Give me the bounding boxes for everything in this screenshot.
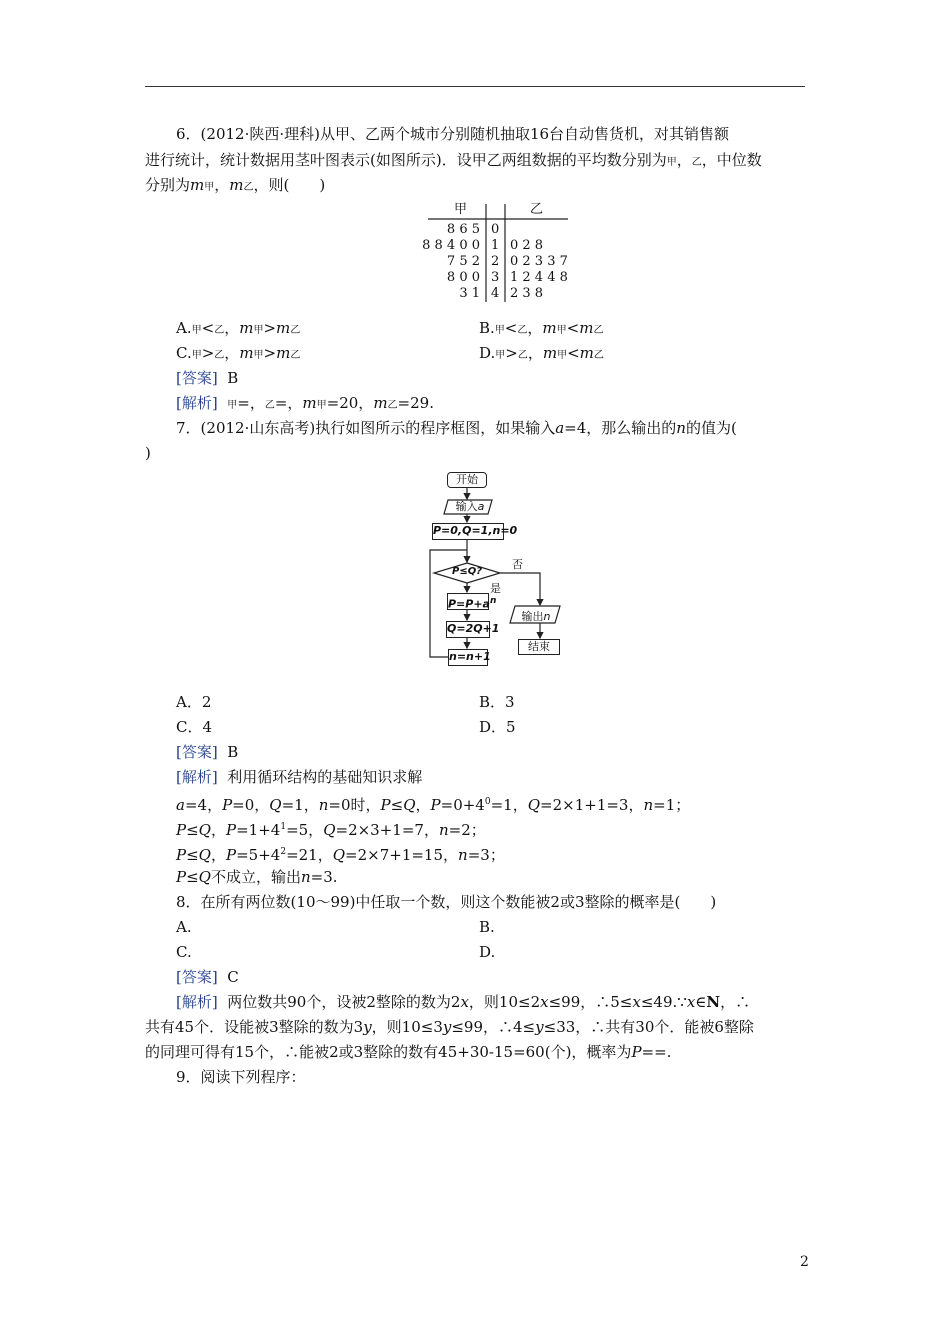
flowchart-no-label: 否 — [512, 558, 523, 571]
q6-line3: 分别为m甲，m乙，则( ) — [145, 176, 326, 194]
q8-option-b[interactable]: B. — [479, 918, 495, 936]
header-rule — [145, 86, 805, 87]
q6-analysis: [解析] 甲=，乙=，m甲=20，m乙=29. — [176, 394, 434, 412]
q7-analysis: [解析] 利用循环结构的基础知识求解 — [176, 768, 423, 786]
stem-value: 1 — [491, 238, 500, 253]
q8-option-d[interactable]: D. — [479, 943, 496, 961]
q9-line1: 9．阅读下列程序： — [176, 1068, 306, 1086]
flowchart-p-update: $P=P+a^n$ — [447, 593, 489, 610]
stem-leaf-plot — [400, 200, 580, 304]
stem-leaf-right: 0 2 3 3 7 — [510, 254, 568, 269]
q7-option-a[interactable]: A．2 — [176, 693, 212, 711]
stem-value: 3 — [491, 270, 500, 285]
flowchart-input: 输入a — [455, 500, 485, 513]
flowchart-n-update: n=n+1 — [448, 649, 488, 666]
q7-option-d[interactable]: D．5 — [479, 718, 516, 736]
q7-answer: [答案] B — [176, 743, 239, 761]
q6-option-a[interactable]: A.甲<乙，m甲>m乙 — [176, 319, 301, 337]
q8-line1: 8．在所有两位数(10～99)中任取一个数，则这个数能被2或3整除的概率是( ) — [176, 893, 717, 911]
stem-leaf-right: 2 3 8 — [510, 286, 544, 301]
stem-value: 4 — [491, 286, 500, 301]
q8-analysis-line3: 的同理可得有15个，∴能被2或3整除的数有45+30-15=60(个)，概率为P==. — [145, 1043, 672, 1061]
flowchart-condition: P≤Q? — [451, 566, 482, 577]
page-number: 2 — [800, 1254, 809, 1270]
q7-step2: P≤Q，$P=1+4^1=5$，Q=2×3+1=7，n=2； — [176, 821, 486, 839]
q7-line1: 7．(2012·山东高考)执行如图所示的程序框图，如果输入a=4，那么输出的n的值为( — [176, 419, 737, 437]
flowchart-yes-label: 是 — [490, 582, 501, 595]
q7-step1: a=4，P=0，Q=1，n=0时，P≤Q，$P=0+4^0=1$，Q=2×1+1=3，n=1； — [176, 796, 691, 814]
q6-option-c[interactable]: C.甲>乙，m甲>m乙 — [176, 344, 301, 362]
q8-option-c[interactable]: C. — [176, 943, 192, 961]
q6-option-b[interactable]: B.甲<乙，m甲<m乙 — [479, 319, 604, 337]
stem-leaf-left: 7 5 2 — [446, 254, 480, 269]
q6-line1: 6．(2012·陕西·理科)从甲、乙两个城市分别随机抽取16台自动售货机，对其销售额 — [176, 125, 730, 143]
q7-step4: P≤Q不成立，输出n=3. — [176, 868, 338, 886]
flowchart — [420, 468, 570, 680]
flowchart-init: P=0,Q=1,n=0 — [432, 523, 504, 540]
q8-option-a[interactable]: A. — [176, 918, 192, 936]
q7-step3: P≤Q，$P=5+4^2=21$，Q=2×7+1=15，n=3； — [176, 846, 505, 864]
q6-line2: 进行统计，统计数据用茎叶图表示(如图所示)．设甲乙两组数据的平均数分别为甲，乙，中位数 — [145, 151, 762, 169]
flowchart-start: 开始 — [447, 472, 487, 488]
flowchart-end: 结束 — [518, 639, 560, 655]
stem-header-right: 乙 — [530, 202, 544, 217]
q8-analysis-line1: [解析] 两位数共90个，设被2整除的数为2x，则10≤2x≤99，∴5≤x≤49.∵x∈N，∴ — [176, 993, 751, 1011]
q6-option-d[interactable]: D.甲>乙，m甲<m乙 — [479, 344, 604, 362]
stem-value: 0 — [491, 222, 500, 237]
q8-analysis-line2: 共有45个．设能被3整除的数为3y，则10≤3y≤99，∴4≤y≤33，∴共有30个．能被6整除 — [145, 1018, 754, 1036]
flowchart-q-update: Q=2Q+1 — [446, 621, 490, 638]
q8-answer: [答案] C — [176, 968, 239, 986]
stem-leaf-left: 3 1 — [459, 286, 480, 301]
q7-line2: ) — [145, 444, 151, 462]
stem-leaf-right: 0 2 8 — [510, 238, 544, 253]
stem-value: 2 — [491, 254, 500, 269]
stem-leaf-left: 8 0 0 — [446, 270, 480, 285]
flowchart-output: 输出n — [521, 610, 551, 623]
stem-leaf-left: 8 8 4 0 0 — [422, 238, 480, 253]
q7-option-b[interactable]: B．3 — [479, 693, 515, 711]
stem-header-left: 甲 — [454, 202, 468, 217]
stem-leaf-right: 1 2 4 4 8 — [510, 270, 568, 285]
q6-answer: [答案] B — [176, 369, 239, 387]
stem-leaf-left: 8 6 5 — [446, 222, 480, 237]
q7-option-c[interactable]: C．4 — [176, 718, 213, 736]
